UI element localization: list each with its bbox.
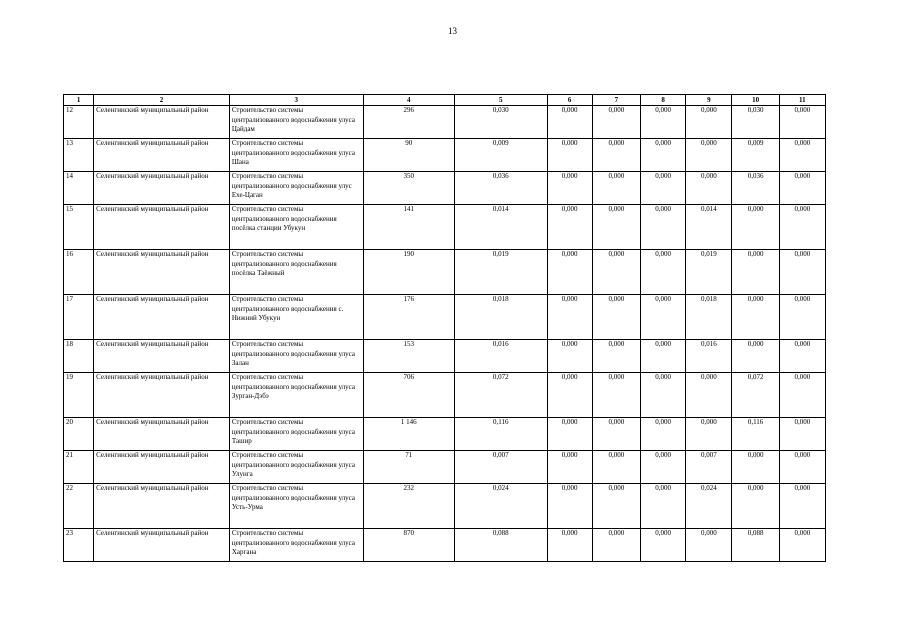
cell-c8: 0,000 (640, 340, 685, 373)
table-row (64, 106, 826, 139)
cell-c5: 0,009 (455, 139, 547, 172)
cell-c8: 0,000 (640, 451, 685, 484)
cell-c7: 0,000 (592, 340, 640, 373)
cell-c7: 0,000 (592, 139, 640, 172)
data-table (63, 94, 826, 562)
table-row (64, 529, 826, 562)
header-cell: 11 (779, 95, 825, 106)
cell-c6: 0,000 (547, 139, 592, 172)
cell-c6: 0,000 (547, 340, 592, 373)
cell-district: Селенгинский муниципальный район (94, 373, 230, 418)
header-cell: 1 (64, 95, 94, 106)
cell-c5: 0,072 (455, 373, 547, 418)
cell-c9: 0,014 (686, 205, 732, 250)
cell-n: 15 (64, 205, 94, 250)
cell-project: Строительство системы централизованного водоснабжения улуса Усть-Урма (229, 484, 363, 529)
cell-c11: 0,000 (779, 529, 825, 562)
cell-n: 18 (64, 340, 94, 373)
cell-project: Строительство системы централизованного водоснабжения улуса Улунга (229, 451, 363, 484)
cell-n: 12 (64, 106, 94, 139)
cell-c10: 0,000 (732, 250, 779, 295)
cell-c10: 0,000 (732, 205, 779, 250)
cell-c8: 0,000 (640, 529, 685, 562)
cell-c5: 0,007 (455, 451, 547, 484)
table-row (64, 418, 826, 451)
header-cell: 3 (229, 95, 363, 106)
cell-c4: 870 (363, 529, 454, 562)
cell-project: Строительство системы централизованного водоснабжения улуса Ташир (229, 418, 363, 451)
cell-c10: 0,036 (732, 172, 779, 205)
cell-c9: 0,000 (686, 373, 732, 418)
cell-district: Селенгинский муниципальный район (94, 484, 230, 529)
cell-c4: 232 (363, 484, 454, 529)
cell-c10: 0,116 (732, 418, 779, 451)
cell-c11: 0,000 (779, 106, 825, 139)
cell-n: 20 (64, 418, 94, 451)
cell-project: Строительство системы централизованного водоснабжения улус Ехе-Цаган (229, 172, 363, 205)
cell-c7: 0,000 (592, 418, 640, 451)
cell-c4: 153 (363, 340, 454, 373)
cell-c11: 0,000 (779, 172, 825, 205)
cell-c8: 0,000 (640, 484, 685, 529)
cell-c7: 0,000 (592, 205, 640, 250)
cell-c5: 0,036 (455, 172, 547, 205)
cell-c8: 0,000 (640, 205, 685, 250)
cell-project: Строительство системы централизованного водоснабжения улуса Цайдам (229, 106, 363, 139)
cell-project: Строительство системы централизованного водоснабжения улуса Шана (229, 139, 363, 172)
cell-c7: 0,000 (592, 373, 640, 418)
cell-project: Строительство системы централизованного водоснабжения посёлка Таёжный (229, 250, 363, 295)
cell-c9: 0,019 (686, 250, 732, 295)
cell-c4: 141 (363, 205, 454, 250)
cell-n: 13 (64, 139, 94, 172)
cell-c6: 0,000 (547, 205, 592, 250)
table-row (64, 373, 826, 418)
cell-n: 17 (64, 295, 94, 340)
cell-district: Селенгинский муниципальный район (94, 418, 230, 451)
cell-c7: 0,000 (592, 484, 640, 529)
cell-c10: 0,000 (732, 451, 779, 484)
cell-c10: 0,000 (732, 484, 779, 529)
cell-n: 21 (64, 451, 94, 484)
table-row (64, 172, 826, 205)
cell-c9: 0,000 (686, 139, 732, 172)
header-cell: 7 (592, 95, 640, 106)
cell-n: 19 (64, 373, 94, 418)
cell-c10: 0,030 (732, 106, 779, 139)
cell-project: Строительство системы централизованного водоснабжения посёлка станции Убукун (229, 205, 363, 250)
cell-c5: 0,116 (455, 418, 547, 451)
cell-c8: 0,000 (640, 172, 685, 205)
cell-c8: 0,000 (640, 250, 685, 295)
cell-c4: 350 (363, 172, 454, 205)
page-number: 13 (448, 26, 457, 36)
cell-c4: 296 (363, 106, 454, 139)
table-row (64, 451, 826, 484)
cell-c9: 0,018 (686, 295, 732, 340)
cell-n: 23 (64, 529, 94, 562)
cell-c6: 0,000 (547, 418, 592, 451)
header-cell: 5 (455, 95, 547, 106)
cell-c7: 0,000 (592, 106, 640, 139)
cell-district: Селенгинский муниципальный район (94, 106, 230, 139)
cell-c8: 0,000 (640, 418, 685, 451)
cell-c10: 0,000 (732, 340, 779, 373)
cell-c6: 0,000 (547, 172, 592, 205)
header-cell: 2 (94, 95, 230, 106)
table-row (64, 484, 826, 529)
cell-c6: 0,000 (547, 529, 592, 562)
cell-c11: 0,000 (779, 340, 825, 373)
cell-c5: 0,088 (455, 529, 547, 562)
cell-c8: 0,000 (640, 139, 685, 172)
cell-c4: 90 (363, 139, 454, 172)
cell-c9: 0,000 (686, 106, 732, 139)
cell-c5: 0,016 (455, 340, 547, 373)
cell-c10: 0,000 (732, 295, 779, 340)
cell-c7: 0,000 (592, 295, 640, 340)
cell-project: Строительство системы централизованного водоснабжения с. Нижний Убукун (229, 295, 363, 340)
cell-c9: 0,016 (686, 340, 732, 373)
cell-c9: 0,000 (686, 418, 732, 451)
cell-c11: 0,000 (779, 205, 825, 250)
header-cell: 8 (640, 95, 685, 106)
cell-c10: 0,009 (732, 139, 779, 172)
cell-c8: 0,000 (640, 373, 685, 418)
cell-c7: 0,000 (592, 250, 640, 295)
cell-c6: 0,000 (547, 373, 592, 418)
cell-c5: 0,018 (455, 295, 547, 340)
cell-c5: 0,024 (455, 484, 547, 529)
header-cell: 10 (732, 95, 779, 106)
cell-c6: 0,000 (547, 106, 592, 139)
cell-c4: 71 (363, 451, 454, 484)
cell-district: Селенгинский муниципальный район (94, 451, 230, 484)
cell-c6: 0,000 (547, 451, 592, 484)
cell-c5: 0,030 (455, 106, 547, 139)
cell-c4: 1 146 (363, 418, 454, 451)
cell-c10: 0,088 (732, 529, 779, 562)
cell-district: Селенгинский муниципальный район (94, 529, 230, 562)
cell-c6: 0,000 (547, 484, 592, 529)
header-row (64, 95, 826, 106)
cell-c10: 0,072 (732, 373, 779, 418)
cell-c9: 0,000 (686, 529, 732, 562)
cell-c11: 0,000 (779, 484, 825, 529)
table-row (64, 205, 826, 250)
cell-c8: 0,000 (640, 295, 685, 340)
header-cell: 6 (547, 95, 592, 106)
cell-c7: 0,000 (592, 172, 640, 205)
cell-c11: 0,000 (779, 250, 825, 295)
cell-c7: 0,000 (592, 529, 640, 562)
table-row (64, 295, 826, 340)
cell-c4: 176 (363, 295, 454, 340)
cell-project: Строительство системы централизованного водоснабжения улуса Зурган-Дэбэ (229, 373, 363, 418)
cell-district: Селенгинский муниципальный район (94, 340, 230, 373)
cell-c9: 0,000 (686, 172, 732, 205)
header-cell: 4 (363, 95, 454, 106)
cell-district: Селенгинский муниципальный район (94, 295, 230, 340)
cell-c9: 0,007 (686, 451, 732, 484)
cell-c5: 0,019 (455, 250, 547, 295)
cell-c6: 0,000 (547, 295, 592, 340)
cell-c8: 0,000 (640, 106, 685, 139)
cell-project: Строительство системы централизованного водоснабжения улуса Залан (229, 340, 363, 373)
cell-c4: 190 (363, 250, 454, 295)
cell-district: Селенгинский муниципальный район (94, 172, 230, 205)
cell-n: 16 (64, 250, 94, 295)
cell-c11: 0,000 (779, 139, 825, 172)
cell-c11: 0,000 (779, 373, 825, 418)
cell-c11: 0,000 (779, 451, 825, 484)
cell-c4: 706 (363, 373, 454, 418)
cell-c7: 0,000 (592, 451, 640, 484)
table-row (64, 139, 826, 172)
cell-c6: 0,000 (547, 250, 592, 295)
cell-c9: 0,024 (686, 484, 732, 529)
cell-district: Селенгинский муниципальный район (94, 205, 230, 250)
header-cell: 9 (686, 95, 732, 106)
table-row (64, 340, 826, 373)
cell-n: 14 (64, 172, 94, 205)
cell-c11: 0,000 (779, 295, 825, 340)
cell-c5: 0,014 (455, 205, 547, 250)
cell-project: Строительство системы централизованного водоснабжения улуса Харгана (229, 529, 363, 562)
cell-district: Селенгинский муниципальный район (94, 250, 230, 295)
table-row (64, 250, 826, 295)
cell-district: Селенгинский муниципальный район (94, 139, 230, 172)
cell-c11: 0,000 (779, 418, 825, 451)
cell-n: 22 (64, 484, 94, 529)
